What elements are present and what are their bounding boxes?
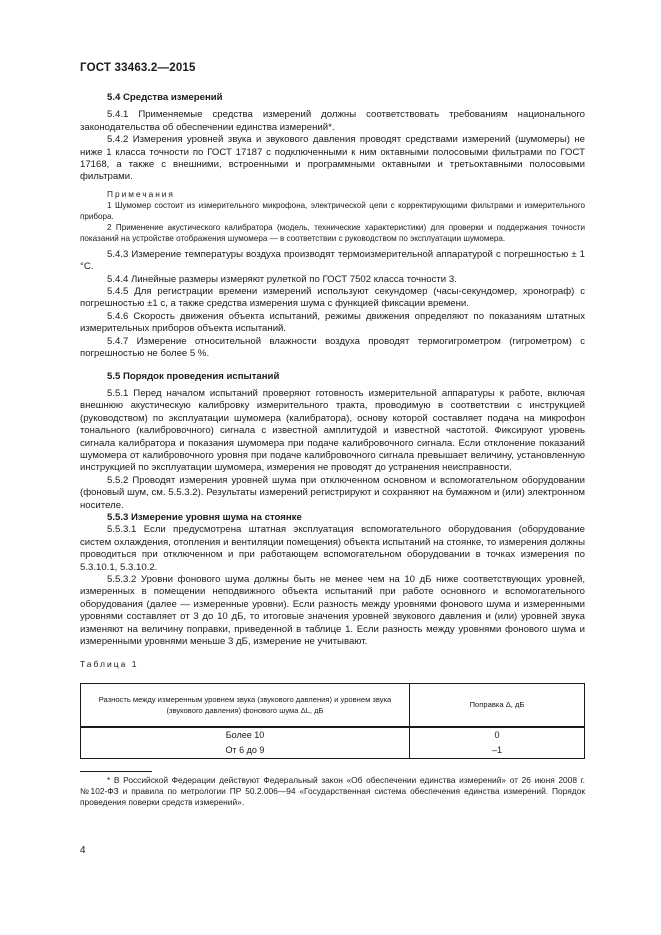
page-number: 4 [80, 845, 86, 856]
page-content [80, 92, 585, 808]
note-2: 2 Применение акустического калибратора (модель, технические характеристики) для проверки и поддержания точности показаний на устройстве отображения шумомера — в соответствии с руководством по эксплуатации шумомера. [80, 222, 585, 243]
table-cell-correction: 0 [410, 727, 585, 743]
table-row [81, 727, 585, 743]
paragraph-5-5-3-1: 5.5.3.1 Если предусмотрена штатная эксплуатация вспомогательного оборудования (оборудование систем охлаждения, отопления и вентиляции помещения) объекта испытаний на стоянке, то измерения должны проводиться при отключенном и при работающем вспомогательном оборудовании в точках измерения по 5.3.10.1, 5.3.10.2. [80, 524, 585, 573]
footnote-divider [80, 771, 152, 772]
paragraph-5-5-3-2: 5.5.3.2 Уровни фонового шума должны быть не менее чем на 10 дБ ниже соответствующих уровней, измеренных в помещении неподвижного объекта испытаний при работе основного и вспомогательного оборудования (далее — измеренные уровни). Если разность между уровнями фонового шума и измеренными уровнями составляет от 3 до 10 дБ, то итоговые значения уровней звукового давления и (или) уровней звука изменяют на величину поправки, приведенной в таблице 1. Если разность между уровнями фонового шума и измеренными уровнями меньше 3 дБ, измерение не учитывают. [80, 574, 585, 648]
table-cell-difference: Более 10 [81, 727, 410, 743]
section-5-4-title: 5.4 Средства измерений [107, 92, 223, 103]
table-header-difference: Разность между измеренным уровнем звука (звукового давления) и уровнем звука (звукового давления) фонового шума ΔL, дБ [81, 683, 410, 727]
paragraph-5-4-2: 5.4.2 Измерения уровней звука и звукового давления проводят средствами измерений (шумомеры) не ниже 1 класса точности по ГОСТ 17187 с подключенными к ним октавными полосовыми фильтрами по ГОСТ 17168, а также с внешними, встроенными и программными октавными и третьоктавными полосовыми фильтрами. [80, 134, 585, 183]
footnote: * В Российской Федерации действуют Федеральный закон «Об обеспечении единства измерений» от 26 июня 2008 г. №102-ФЗ и правила по метрологии ПР 50.2.006—94 «Государственная система обеспечения единства измерений. Порядок проведения поверки средств измерений». [80, 774, 585, 807]
paragraph-5-4-3: 5.4.3 Измерение температуры воздуха производят термоизмерительной аппаратурой с погрешностью ± 1 °С. [80, 248, 585, 273]
table-caption: Таблица 1 [80, 659, 139, 670]
note-1: 1 Шумомер состоит из измерительного микрофона, электрической цепи с корректирующими фильтрами и измерительного прибора. [80, 200, 585, 221]
document-code-header: ГОСТ 33463.2—2015 [80, 62, 196, 74]
table-cell-difference: От 6 до 9 [81, 743, 410, 759]
paragraph-5-4-4: 5.4.4 Линейные размеры измеряют рулеткой по ГОСТ 7502 класса точности 3. [107, 273, 457, 285]
table-row [81, 743, 585, 759]
paragraph-5-4-1: 5.4.1 Применяемые средства измерений должны соответствовать требованиям национального законодательства об обеспечении единства измерений*. [80, 109, 585, 133]
paragraph-5-5-1: 5.5.1 Перед началом испытаний проверяют готовность измерительной аппаратуры к работе, включая внешнюю акустическую калибровку измерительного тракта, проводимую в соответствии с инструкцией (руководством) по эксплуатации шумомера (калибратора), основу которой составляет подача на микрофон тонального (калибровочного) сигнала с известной амплитудой и известной частотой. Фиксируют уровень сигнала калибратора и показания шумомера при подаче калибровочного сигнала. Если отклонение показаний шумомера от калибровочного уровня при подаче калибровочного сигнала превышает величину, установленную инструкцией по эксплуатации шумомера, измерения не проводят до устранения неисправности. [80, 387, 585, 474]
notes-title: Примечания [107, 188, 175, 199]
paragraph-5-4-7: 5.4.7 Измерение относительной влажности воздуха проводят термогигрометром (гигрометром) с погрешностью не более 5 %. [80, 335, 585, 360]
table-header-row [81, 683, 585, 727]
table-cell-correction: –1 [410, 743, 585, 759]
correction-table [80, 683, 585, 759]
paragraph-5-4-5: 5.4.5 Для регистрации времени измерений используют секундомер (часы-секундомер, хронограф) с погрешностью ±1 с, а также средства измерения шума с функцией фиксации времени. [80, 286, 585, 310]
subsection-5-5-3-title: 5.5.3 Измерение уровня шума на стоянке [107, 511, 302, 523]
paragraph-5-5-2: 5.5.2 Проводят измерения уровней шума при отключенном основном и вспомогательном оборудовании (фоновый шум, см. 5.5.3.2). Результаты измерений регистрируют и сохраняют на бумажном и (или) электронном носителе. [80, 474, 585, 511]
section-5-5-title: 5.5 Порядок проведения испытаний [107, 370, 280, 382]
paragraph-5-4-6: 5.4.6 Скорость движения объекта испытаний, режимы движения определяют по показаниям штатных измерительных приборов объекта испытаний. [80, 310, 585, 335]
table-header-correction: Поправка Δ, дБ [410, 683, 585, 727]
